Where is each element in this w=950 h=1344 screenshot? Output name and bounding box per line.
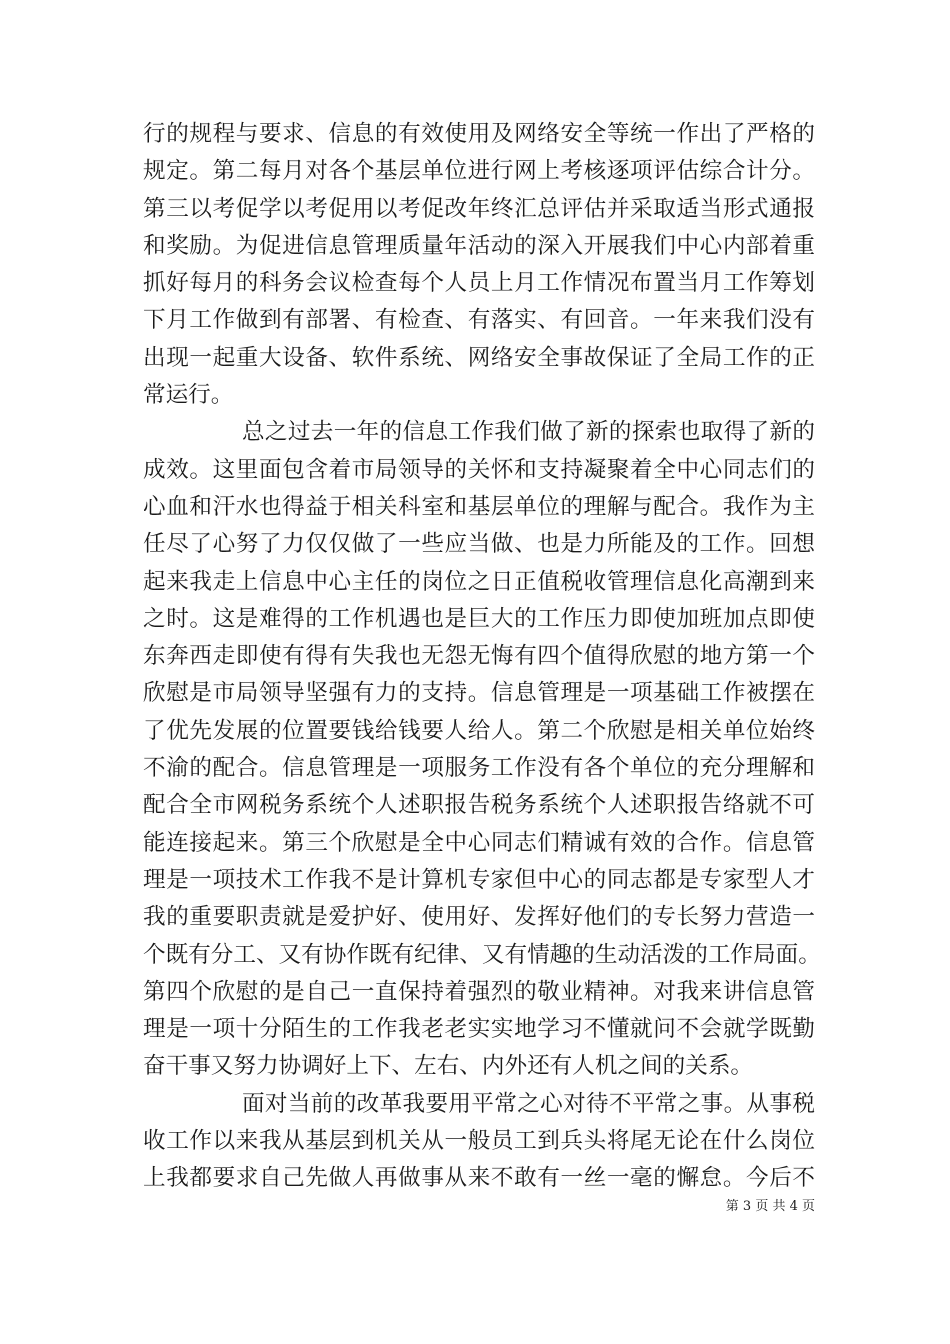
- text-line: 之时。这是难得的工作机遇也是巨大的工作压力即使加班加点即使: [143, 605, 815, 632]
- text-line: 个既有分工、又有协作既有纪律、又有情趣的生动活泼的工作局面。: [143, 941, 821, 968]
- text-line: 抓好每月的科务会议检查每个人员上月工作情况布置当月工作筹划: [143, 270, 815, 297]
- text-line: 任尽了心努了力仅仅做了一些应当做、也是力所能及的工作。回想: [143, 531, 815, 558]
- text-line: 常运行。: [143, 382, 234, 409]
- text-line: 奋干事又努力协调好上下、左右、内外还有人机之间的关系。: [143, 1053, 754, 1080]
- text-line: 第四个欣慰的是自己一直保持着强烈的敬业精神。对我来讲信息管: [143, 978, 815, 1005]
- text-line: 第三以考促学以考促用以考促改年终汇总评估并采取适当形式通报: [143, 195, 815, 222]
- text-line: 东奔西走即使有得有失我也无怨无悔有四个值得欣慰的地方第一个: [143, 643, 815, 670]
- text-line: 了优先发展的位置要钱给钱要人给人。第二个欣慰是相关单位始终: [143, 717, 815, 744]
- text-line: 配合全市网税务系统个人述职报告税务系统个人述职报告络就不可: [143, 792, 815, 819]
- paragraph-3: [143, 1086, 815, 1198]
- document-body: [143, 116, 821, 1198]
- text-line: 能连接起来。第三个欣慰是全中心同志们精诚有效的合作。信息管: [143, 829, 815, 856]
- text-line: 面对当前的改革我要用平常之心对待不平常之事。从事税: [242, 1090, 815, 1117]
- text-line: 总之过去一年的信息工作我们做了新的探索也取得了新的: [242, 419, 815, 446]
- text-line: 心血和汗水也得益于相关科室和基层单位的理解与配合。我作为主: [143, 493, 815, 520]
- text-line: 理是一项十分陌生的工作我老老实实地学习不懂就问不会就学既勤: [143, 1016, 815, 1043]
- text-line: 起来我走上信息中心主任的岗位之日正值税收管理信息化高潮到来: [143, 568, 815, 595]
- text-line: 成效。这里面包含着市局领导的关怀和支持凝聚着全中心同志们的: [143, 456, 815, 483]
- paragraph-1: [143, 116, 815, 414]
- text-line: 收工作以来我从基层到机关从一般员工到兵头将尾无论在什么岗位: [143, 1128, 815, 1155]
- text-line: 规定。第二每月对各个基层单位进行网上考核逐项评估综合计分。: [143, 158, 815, 185]
- page-number-footer: 第 3 页 共 4 页: [725, 1199, 815, 1214]
- text-line: 下月工作做到有部署、有检查、有落实、有回音。一年来我们没有: [143, 307, 815, 334]
- text-line: 理是一项技术工作我不是计算机专家但中心的同志都是专家型人才: [143, 866, 815, 893]
- paragraph-2: [143, 414, 821, 1085]
- text-line: 欣慰是市局领导坚强有力的支持。信息管理是一项基础工作被摆在: [143, 680, 815, 707]
- text-line: 我的重要职责就是爱护好、使用好、发挥好他们的专长努力营造一: [143, 904, 815, 931]
- text-line: 出现一起重大设备、软件系统、网络安全事故保证了全局工作的正: [143, 344, 815, 371]
- text-line: 上我都要求自己先做人再做事从来不敢有一丝一毫的懈怠。今后不: [143, 1165, 815, 1192]
- text-line: 和奖励。为促进信息管理质量年活动的深入开展我们中心内部着重: [143, 232, 815, 259]
- text-line: 不渝的配合。信息管理是一项服务工作没有各个单位的充分理解和: [143, 755, 815, 782]
- text-line: 行的规程与要求、信息的有效使用及网络安全等统一作出了严格的: [143, 121, 815, 147]
